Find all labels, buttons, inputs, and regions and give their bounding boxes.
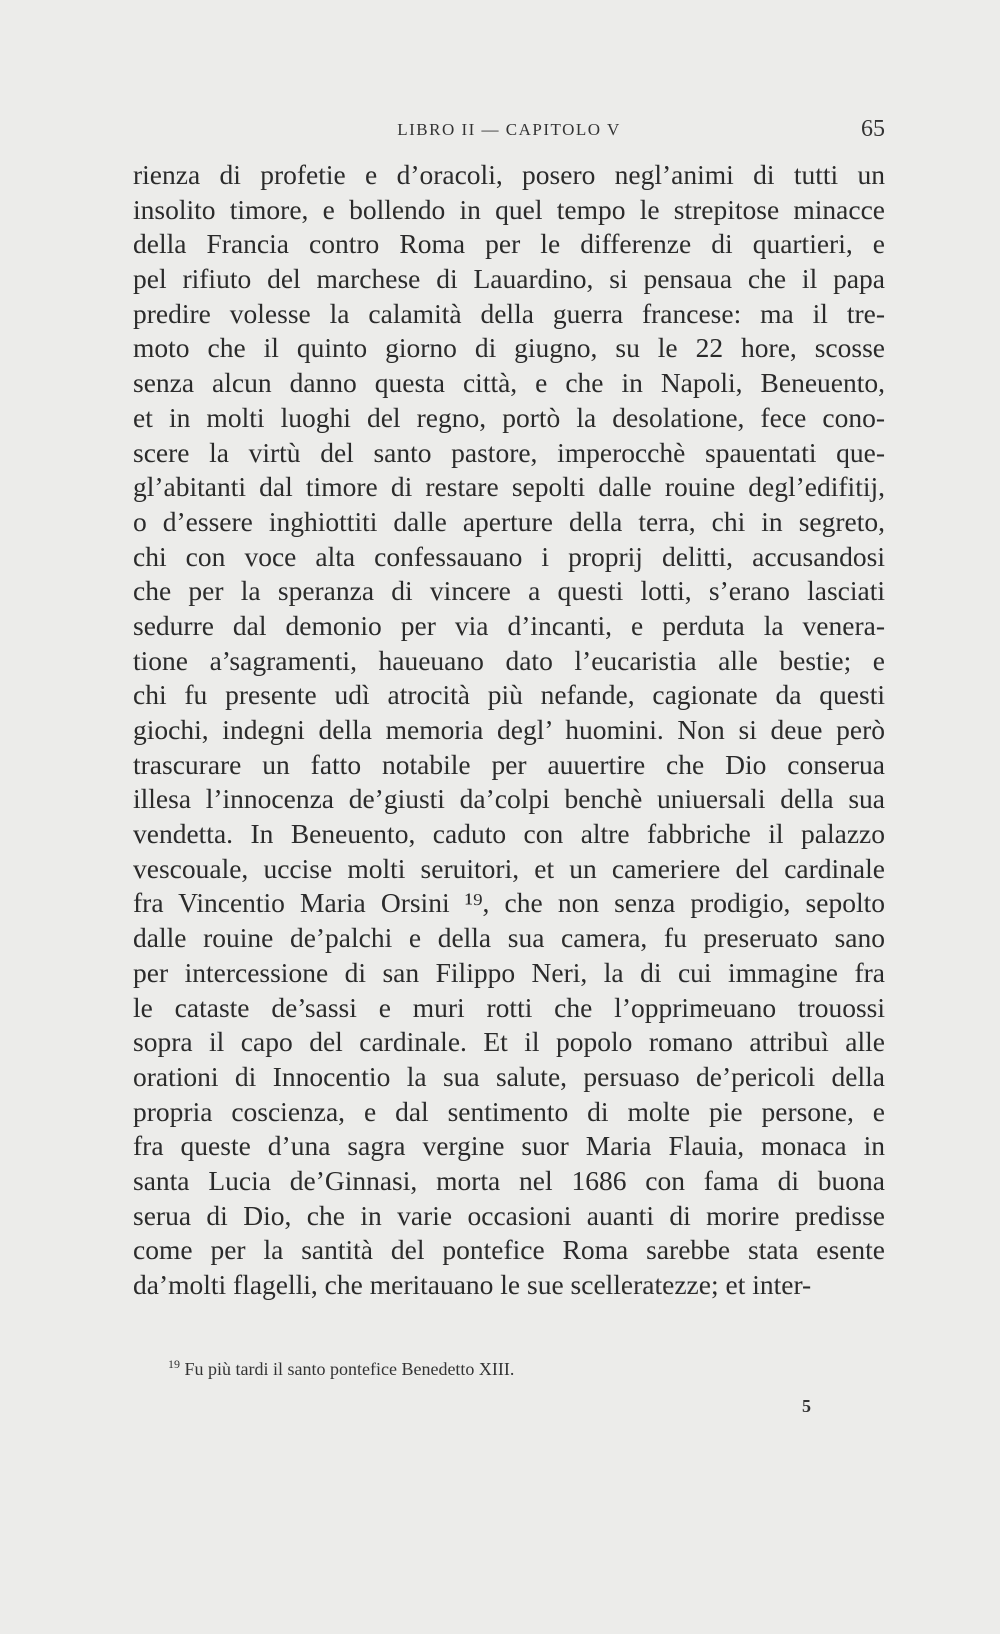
footnote — [168, 1357, 868, 1380]
text-line: orationi di Innocentio la sua salute, persuaso de’pericoli della — [133, 1060, 885, 1092]
text-line: come per la santità del pontefice Roma sarebbe stata esente — [133, 1234, 885, 1266]
text-line: et in molti luoghi del regno, portò la desolatione, fece cono- — [133, 401, 885, 433]
text-line: vendetta. In Beneuento, caduto con altre fabbriche il palazzo — [133, 818, 885, 850]
text-line: tione a’sagramenti, haueuano dato l’eucaristia alle bestie; e — [133, 644, 885, 676]
text-line: le cataste de’sassi e muri rotti che l’opprimeuano trouossi — [133, 991, 885, 1023]
text-line: illesa l’innocenza de’giusti da’colpi benchè uniuersali della sua — [133, 783, 885, 815]
running-head: LIBRO II — CAPITOLO V — [397, 120, 621, 139]
text-line: gl’abitanti dal timore di restare sepolti dalle rouine degl’edifitij, — [133, 471, 885, 503]
text-line: rienza di profetie e d’oracoli, posero negl’animi di tutti un — [133, 159, 885, 190]
text-line: chi con voce alta confessauano i proprij delitti, accusandosi — [133, 540, 885, 572]
text-line: serua di Dio, che in varie occasioni auanti di morire predisse — [133, 1199, 885, 1231]
text-line: chi fu presente udì atrocità più nefande, cagionate da questi — [133, 679, 885, 711]
text-line: sopra il capo del cardinale. Et il popolo romano attribuì alle — [133, 1026, 885, 1058]
footnote-marker: 19 — [168, 1357, 180, 1371]
text-line: pel rifiuto del marchese di Lauardino, si pensaua che il papa — [133, 263, 885, 295]
text-line: santa Lucia de’Ginnasi, morta nel 1686 con fama di buona — [133, 1164, 885, 1196]
text-line: senza alcun danno questa città, e che in Napoli, Beneuento, — [133, 367, 885, 399]
text-line: sedurre dal demonio per via d’incanti, e perduta la venera- — [133, 609, 885, 641]
page-number: 65 — [861, 116, 885, 142]
page-header — [133, 116, 885, 150]
text-line: insolito timore, e bollendo in quel tempo le strepitose minacce — [133, 193, 885, 225]
text-line: fra queste d’una sagra vergine suor Maria Flauia, monaca in — [133, 1130, 885, 1162]
text-line: della Francia contro Roma per le differenze di quartieri, e — [133, 228, 885, 260]
footnote-text: Fu più tardi il santo pontefice Benedetto XIII. — [184, 1359, 515, 1379]
signature-mark: 5 — [802, 1396, 811, 1416]
text-line: giochi, indegni della memoria degl’ huomini. Non si deue però — [133, 714, 885, 745]
text-line: vescouale, uccise molti seruitori, et un cameriere del cardinale — [133, 852, 885, 884]
text-line: propria coscienza, e dal sentimento di molte pie persone, e — [133, 1095, 885, 1127]
text-line: trascurare un fatto notabile per auuertire che Dio conserua — [133, 748, 885, 780]
text-line: predire volesse la calamità della guerra francese: ma il tre- — [133, 297, 885, 329]
text-line: per intercessione di san Filippo Neri, la di cui immagine fra — [133, 956, 885, 988]
text-line: fra Vincentio Maria Orsini ¹⁹, che non senza prodigio, sepolto — [133, 887, 885, 919]
text-line: dalle rouine de’palchi e della sua camera, fu preseruato sano — [133, 922, 885, 954]
text-line: da’molti flagelli, che meritauano le sue scelleratezze; et inter- — [133, 1269, 812, 1300]
text-line: o d’essere inghiottiti dalle aperture della terra, chi in segreto, — [133, 505, 885, 537]
text-line: scere la virtù del santo pastore, imperocchè spauentati que- — [133, 436, 885, 468]
text-line: moto che il quinto giorno di giugno, su le 22 hore, scosse — [133, 332, 885, 364]
body-text — [133, 158, 885, 1303]
text-line: che per la speranza di vincere a questi lotti, s’erano lasciati — [133, 575, 885, 607]
